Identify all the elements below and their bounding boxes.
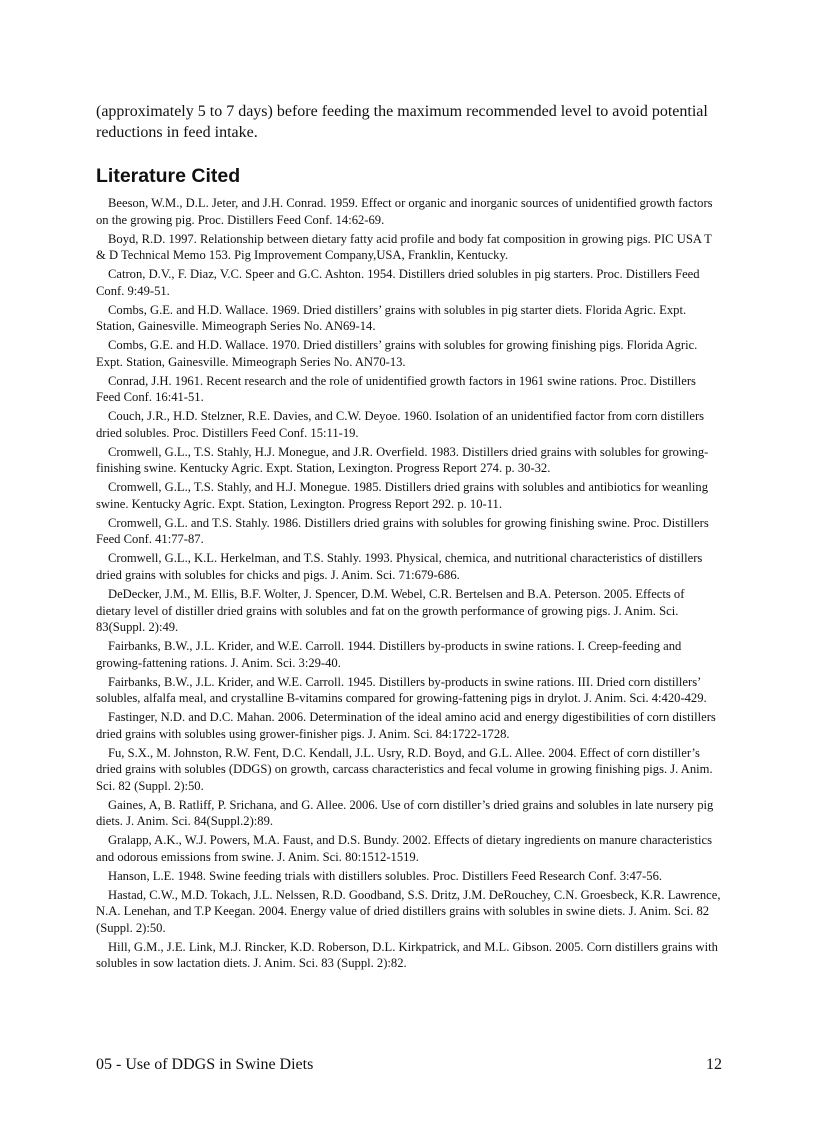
reference-item: Catron, D.V., F. Diaz, V.C. Speer and G.C. Ashton. 1954. Distillers dried solubles in pig starters. Proc. Distillers Feed Conf. 9:49-51.: [96, 267, 700, 298]
reference-item: Fu, S.X., M. Johnston, R.W. Fent, D.C. Kendall, J.L. Usry, R.D. Boyd, and G.L. Allee. 2004. Effect of corn distiller’s dried grains with solubles (DDGS) on growth, carcass characteristics and fecal volume in growing finishing pigs. J. Anim. Sci. 82 (Suppl. 2):50.: [96, 745, 713, 793]
reference-item: Gaines, A, B. Ratliff, P. Srichana, and G. Allee. 2006. Use of corn distiller’s dried grains and solubles in late nursery pig diets. J. Anim. Sci. 84(Suppl.2):89.: [96, 797, 714, 829]
reference-item: Cromwell, G.L., K.L. Herkelman, and T.S. Stahly. 1993. Physical, chemica, and nutritional characteristics of distillers dried grains with solubles for chicks and pigs. J. Anim. Sci. 71:679-686.: [96, 551, 703, 582]
reference-item: Hill, G.M., J.E. Link, M.J. Rincker, K.D. Roberson, D.L. Kirkpatrick, and M.L. Gibson. 2005. Corn distillers grains with solubles in sow lactation diets. J. Anim. Sci. 83 (Suppl. 2):82.: [96, 939, 718, 971]
page-footer: [96, 1055, 722, 1075]
reference-item: DeDecker, J.M., M. Ellis, B.F. Wolter, J. Spencer, D.M. Webel, C.R. Bertelsen and B.A. Peterson. 2005. Effects of dietary level of distiller dried grains with solubles and fat on the growth performance of growing pigs. J. Anim. Sci. 83(Suppl. 2):49.: [96, 587, 685, 635]
reference-item: Couch, J.R., H.D. Stelzner, R.E. Davies, and C.W. Deyoe. 1960. Isolation of an unidentified factor from corn distillers dried solubles. Proc. Distillers Feed Conf. 15:11-19.: [96, 409, 705, 440]
reference-item: Cromwell, G.L. and T.S. Stahly. 1986. Distillers dried grains with solubles for growing finishing swine. Proc. Distillers Feed Conf. 41:77-87.: [96, 515, 709, 547]
reference-item: Combs, G.E. and H.D. Wallace. 1970. Dried distillers’ grains with solubles for growing finishing pigs. Florida Agric. Expt. Station, Gainesville. Mimeograph Series No. AN70-13.: [96, 338, 698, 369]
reference-item: Cromwell, G.L., T.S. Stahly, H.J. Monegue, and J.R. Overfield. 1983. Distillers dried grains with solubles for growing-finishing swine. Kentucky Agric. Expt. Station, Lexington. Progress Report 274. p. 30-32.: [96, 444, 709, 476]
reference-item: Gralapp, A.K., W.J. Powers, M.A. Faust, and D.S. Bundy. 2002. Effects of dietary ingredients on manure characteristics and odorous emissions from swine. J. Anim. Sci. 80:1512-1519.: [96, 833, 713, 864]
reference-item: Beeson, W.M., D.L. Jeter, and J.H. Conrad. 1959. Effect or organic and inorganic sources of unidentified growth factors on the growing pig. Proc. Distillers Feed Conf. 14:62-69.: [96, 196, 713, 227]
section-heading: Literature Cited: [96, 165, 241, 187]
intro-paragraph: (approximately 5 to 7 days) before feeding the maximum recommended level to avoid potential reductions in feed intake.: [96, 103, 708, 141]
reference-list: [96, 195, 722, 974]
reference-item: Hanson, L.E. 1948. Swine feeding trials with distillers solubles. Proc. Distillers Feed Research Conf. 3:47-56.: [108, 868, 663, 883]
page-number: 12: [706, 1056, 722, 1073]
reference-item: Boyd, R.D. 1997. Relationship between dietary fatty acid profile and body fat composition in growing pigs. PIC USA T & D Technical Memo 153. Pig Improvement Company,USA, Franklin, Kentucky.: [96, 231, 712, 263]
footer-chapter-title: 05 - Use of DDGS in Swine Diets: [96, 1056, 314, 1073]
reference-item: Fastinger, N.D. and D.C. Mahan. 2006. Determination of the ideal amino acid and energy digestibilities of corn distillers dried grains with solubles using grower-finisher pigs. J. Anim. Sci. 84:1722-1728.: [96, 710, 716, 741]
reference-item: Fairbanks, B.W., J.L. Krider, and W.E. Carroll. 1945. Distillers by-products in swine rations. III. Dried corn distillers’ solubles, alfalfa meal, and crystalline B-vitamins compared for growing-fattening pigs in drylot. J. Anim. Sci. 4:420-429.: [96, 674, 707, 706]
reference-item: Combs, G.E. and H.D. Wallace. 1969. Dried distillers’ grains with solubles in pig starter diets. Florida Agric. Expt. Station, Gainesville. Mimeograph Series No. AN69-14.: [96, 302, 687, 334]
reference-item: Fairbanks, B.W., J.L. Krider, and W.E. Carroll. 1944. Distillers by-products in swine rations. I. Creep-feeding and growing-fattening rations. J. Anim. Sci. 3:29-40.: [96, 639, 682, 670]
reference-item: Cromwell, G.L., T.S. Stahly, and H.J. Monegue. 1985. Distillers dried grains with solubles and antibiotics for weanling swine. Kentucky Agric. Expt. Station, Lexington. Progress Report 292. p. 10-11.: [96, 480, 708, 511]
reference-item: Hastad, C.W., M.D. Tokach, J.L. Nelssen, R.D. Goodband, S.S. Dritz, J.M. DeRouchey, C.N. Groesbeck, K.R. Lawrence, N.A. Lenehan, and T.P Keegan. 2004. Energy value of dried distillers grains with solubles in swine diets. J. Anim. Sci. 82 (Suppl. 2):50.: [96, 887, 721, 935]
reference-item: Conrad, J.H. 1961. Recent research and the role of unidentified growth factors in 1961 swine rations. Proc. Distillers Feed Conf. 16:41-51.: [96, 373, 696, 405]
